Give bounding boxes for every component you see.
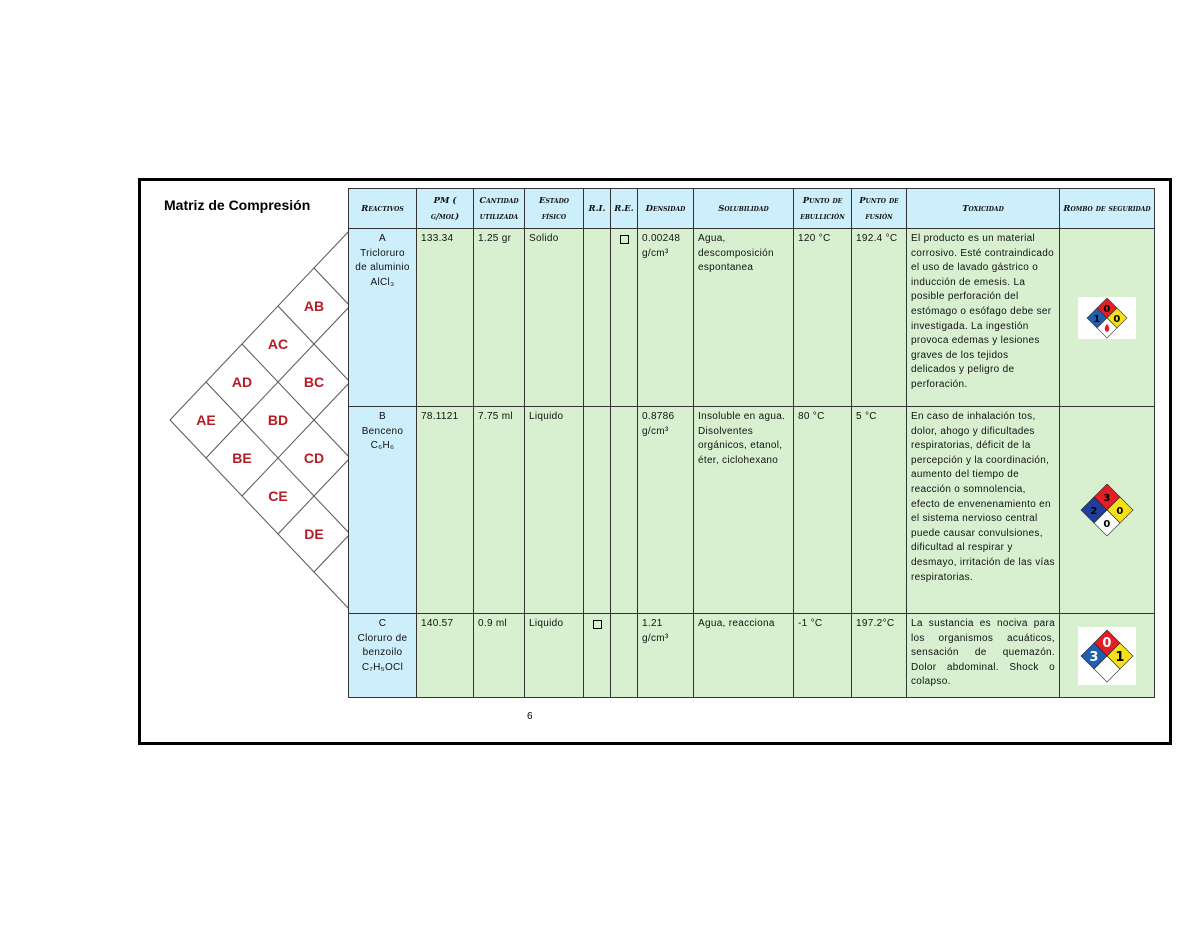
nfpa-reactivity-value: 1 [1115, 649, 1125, 665]
diamond-label-ac: AC [267, 336, 289, 352]
header-pm: PM ( g/mol) [417, 189, 474, 229]
diamond-label-ad: AD [231, 374, 253, 390]
header-re: R.E. [611, 189, 638, 229]
reagent-cell [349, 407, 417, 614]
re-checkbox [620, 235, 629, 244]
page-number: 6 [527, 711, 533, 722]
pm-cell: 140.57 [417, 614, 474, 698]
estado-cell: Liquido [525, 407, 584, 614]
toxicidad-cell: La sustancia es nociva para los organismos acuáticos, sensación de quemazón. Dolor abdominal. Shock o colapso. [907, 614, 1060, 698]
densidad-cell: 0.8786 g/cm³ [638, 407, 694, 614]
header-toxicidad: Toxicidad [907, 189, 1060, 229]
nfpa-special-value: 0 [1103, 519, 1111, 530]
ri-cell [584, 614, 611, 698]
cantidad-cell: 0.9 ml [474, 614, 525, 698]
rombo-cell [1060, 229, 1155, 407]
nfpa-fire-value: 0 [1103, 303, 1111, 315]
compression-matrix-diamond [166, 224, 350, 616]
reagent-formula: C₇H₅OCl [361, 661, 404, 673]
ebullicion-cell: -1 °C [794, 614, 852, 698]
header-ebullicion: Punto de ebullición [794, 189, 852, 229]
nfpa-health-value: 2 [1090, 506, 1098, 517]
reagent-cell [349, 229, 417, 407]
table-row [349, 614, 1155, 698]
reagent-name: Benceno [361, 425, 404, 437]
table-row [349, 229, 1155, 407]
header-rombo: Rombo de seguridad [1060, 189, 1155, 229]
header-densidad: Densidad [638, 189, 694, 229]
reagent-name: Cloruro de benzoilo [357, 632, 408, 659]
fusion-cell: 5 °C [852, 407, 907, 614]
toxicidad-cell: En caso de inhalación tos, dolor, ahogo y dificultades respiratorias, déficit de la percepción y la coordinación, aumento del tiempo de reacción o somnolencia, efecto de envenenamiento en el sistema nervioso central puede causar convulsiones, dificultad al respirar y desmayo, irritación de las vías respiratorias. [907, 407, 1060, 614]
nfpa-reactivity-value: 0 [1116, 506, 1124, 517]
re-cell [611, 229, 638, 407]
reagent-letter: B [379, 411, 386, 422]
diamond-label-bd: BD [267, 412, 289, 428]
ebullicion-cell: 80 °C [794, 407, 852, 614]
pm-cell: 78.1121 [417, 407, 474, 614]
solubilidad-cell: Agua, reacciona [694, 614, 794, 698]
nfpa-diamond-icon [1078, 481, 1136, 539]
diamond-label-cd: CD [303, 450, 325, 466]
header-cantidad: Cantidad utilizada [474, 189, 525, 229]
estado-cell: Liquido [525, 614, 584, 698]
estado-cell: Solido [525, 229, 584, 407]
ri-cell [584, 229, 611, 407]
diamond-label-ce: CE [268, 488, 288, 504]
solubilidad-cell: Insoluble en agua. Disolventes orgánicos, etanol, éter, ciclohexano [694, 407, 794, 614]
header-fusion: Punto de fusión [852, 189, 907, 229]
reagent-letter: C [378, 618, 387, 629]
densidad-cell: 0.00248 g/cm³ [638, 229, 694, 407]
cantidad-cell: 1.25 gr [474, 229, 525, 407]
rombo-cell [1060, 407, 1155, 614]
fusion-cell: 192.4 °C [852, 229, 907, 407]
re-cell [611, 407, 638, 614]
reagent-formula: AlCl₃ [370, 276, 395, 288]
toxicidad-cell: El producto es un material corrosivo. Esté contraindicado el uso de lavado gástrico o inducción de emesis. La posible perforación del estómago o esófago debe ser investigada. La ingestión provoca edemas y lesiones graves de los tejidos delicados y peligro de perforación. [907, 229, 1060, 407]
reagents-table [348, 188, 1155, 698]
diamond-label-ae: AE [196, 412, 216, 428]
pm-cell: 133.34 [417, 229, 474, 407]
header-solubilidad: Solubilidad [694, 189, 794, 229]
densidad-cell: 1.21 g/cm³ [638, 614, 694, 698]
nfpa-health-value: 3 [1089, 649, 1099, 665]
ri-cell [584, 407, 611, 614]
header-estado: Estado físico [525, 189, 584, 229]
page-title: Matriz de Compresión [164, 197, 311, 213]
diamond-label-be: BE [232, 450, 252, 466]
table-row [349, 407, 1155, 614]
cantidad-cell: 7.75 ml [474, 407, 525, 614]
rombo-cell [1060, 614, 1155, 698]
reagent-formula: C₆H₆ [370, 440, 395, 452]
nfpa-diamond-icon [1078, 297, 1136, 339]
ri-checkbox [593, 620, 602, 629]
nfpa-reactivity-value: 0 [1113, 313, 1121, 325]
reagent-name: Tricloruro de aluminio [355, 247, 410, 274]
diamond-label-de: DE [304, 526, 324, 542]
nfpa-diamond-icon [1078, 627, 1136, 685]
header-reactivos: Reactivos [349, 189, 417, 229]
nfpa-fire-value: 3 [1103, 493, 1111, 504]
diamond-label-ab: AB [303, 298, 325, 314]
header-ri: R.I. [584, 189, 611, 229]
diamond-label-bc: BC [303, 374, 325, 390]
reagent-letter: A [379, 233, 386, 244]
reagent-cell [349, 614, 417, 698]
nfpa-fire-value: 0 [1102, 635, 1112, 651]
re-cell [611, 614, 638, 698]
nfpa-health-value: 1 [1093, 313, 1101, 325]
header-row [349, 189, 1155, 229]
solubilidad-cell: Agua, descomposición espontanea [694, 229, 794, 407]
fusion-cell: 197.2°C [852, 614, 907, 698]
ebullicion-cell: 120 °C [794, 229, 852, 407]
